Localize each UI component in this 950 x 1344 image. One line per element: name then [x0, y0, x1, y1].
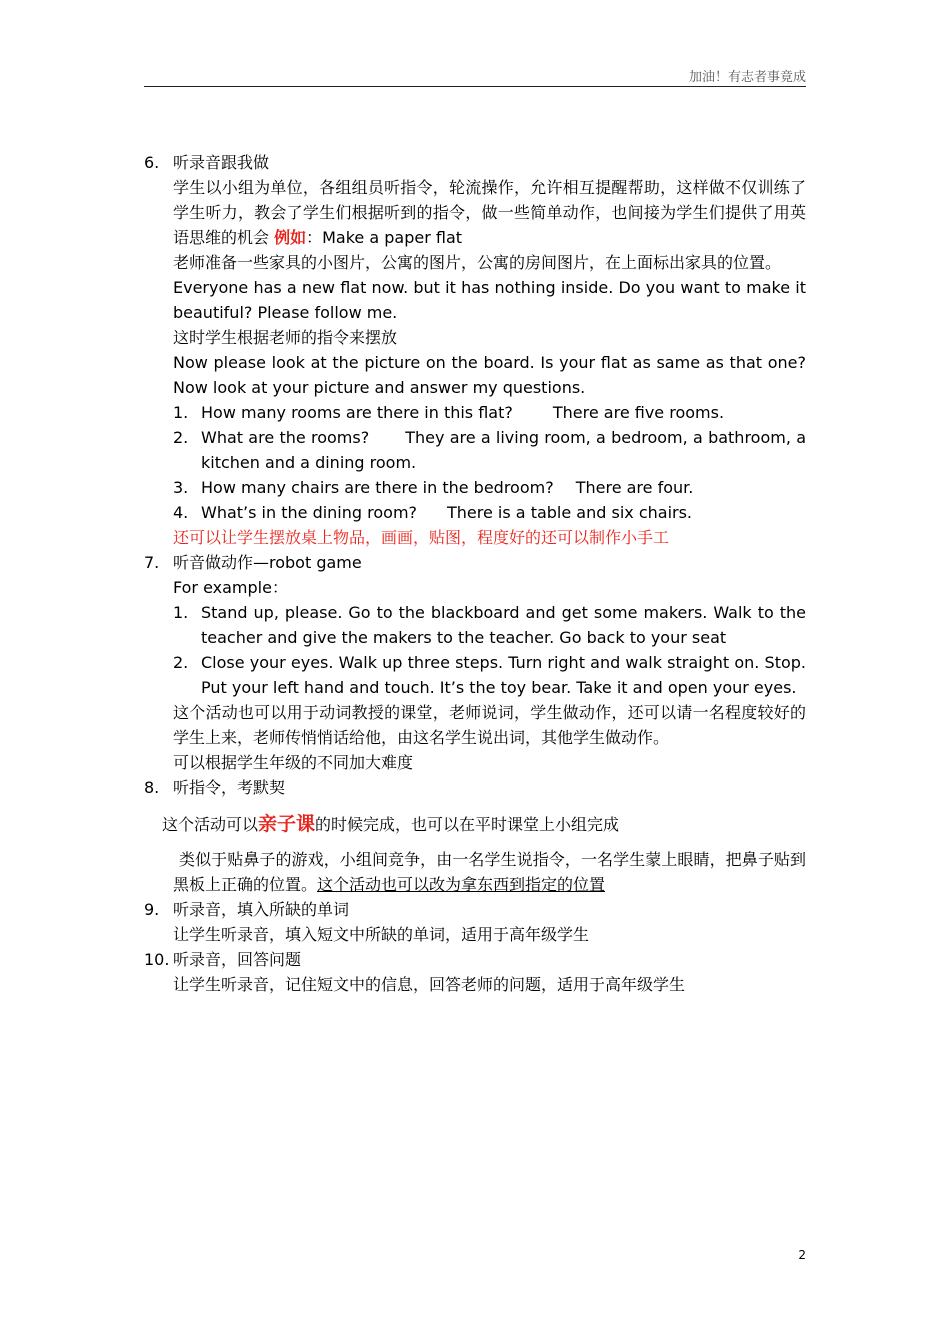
list-number: 2.	[173, 653, 189, 672]
document-body	[144, 150, 806, 997]
list-item	[144, 400, 806, 425]
paragraph-text: ：Make a paper flat	[306, 228, 463, 247]
section-6-paragraph-2: 老师准备一些家具的小图片，公寓的图片，公寓的房间图片，在上面标出家具的位置。	[173, 253, 782, 272]
section-8-paragraph-1	[144, 812, 806, 837]
question-text: How many rooms are there in this flat?	[201, 403, 513, 422]
section-title: 听录音，回答问题	[173, 950, 302, 969]
section-number: 10.	[144, 950, 170, 969]
section-9-heading	[144, 897, 806, 922]
question-text: How many chairs are there in the bedroom?	[201, 478, 554, 497]
section-8-paragraph-2	[144, 847, 806, 897]
list-number: 1.	[173, 403, 189, 422]
highlight-text: 例如	[274, 228, 307, 247]
section-title: 听录音，填入所缺的单词	[173, 900, 350, 919]
highlight-text: 亲子课	[258, 813, 316, 835]
section-title: 听音做动作—robot game	[173, 553, 362, 572]
section-6-note: 还可以让学生摆放桌上物品，画画，贴图，程度好的还可以制作小手工	[173, 528, 670, 547]
section-number: 6.	[144, 153, 160, 172]
section-6-paragraph-3: Everyone has a new flat now. but it has nothing inside. Do you want to make it beautiful? Please follow me.	[173, 278, 806, 322]
list-item	[144, 600, 806, 650]
section-number: 7.	[144, 553, 160, 572]
section-6-paragraph-4: 这时学生根据老师的指令来摆放	[173, 328, 398, 347]
list-number: 3.	[173, 478, 189, 497]
section-8-heading	[144, 775, 806, 800]
answer-text: There are four.	[575, 478, 694, 497]
section-6-paragraph-5: Now please look at the picture on the board. Is your flat as same as that one? Now look at your picture and answer my questions.	[173, 353, 806, 397]
paragraph-text: 学生以小组为单位，各组组员听指令，轮流操作，允许相互提醒帮助，这样做不仅训练了学生听力，教会了学生们根据听到的指令，做一些简单动作，也间接为学生们提供了用英语思维的机会	[173, 178, 806, 247]
section-title: 听指令，考默契	[173, 778, 286, 797]
list-text: Close your eyes. Walk up three steps. Turn right and walk straight on. Stop. Put your left hand and touch. It’s the toy bear. Take it and open your eyes.	[201, 653, 806, 697]
list-number: 2.	[173, 428, 189, 447]
section-9-paragraph: 让学生听录音，填入短文中所缺的单词，适用于高年级学生	[173, 925, 590, 944]
answer-text: There are five rooms.	[552, 403, 725, 422]
list-number: 4.	[173, 503, 189, 522]
section-title: 听录音跟我做	[173, 153, 270, 172]
list-number: 1.	[173, 603, 189, 622]
list-item	[144, 650, 806, 700]
list-text: Stand up, please. Go to the blackboard and get some makers. Walk to the teacher and give the makers to the teacher. Go back to your seat	[201, 603, 806, 647]
header-rule	[144, 86, 806, 87]
question-text: What’s in the dining room?	[201, 503, 418, 522]
page-number: 2	[798, 1248, 806, 1262]
list-item	[144, 475, 806, 500]
section-6-paragraph-1	[144, 175, 806, 250]
section-number: 9.	[144, 900, 160, 919]
section-7-paragraph-1: 这个活动也可以用于动词教授的课堂，老师说词，学生做动作，还可以请一名程度较好的学生上来，老师传悄悄话给他，由这名学生说出词，其他学生做动作。	[173, 703, 806, 747]
answer-text: They are a living room, a bedroom, a bathroom, a kitchen and a dining room.	[201, 428, 807, 472]
section-10-heading	[144, 947, 806, 972]
underlined-text: 这个活动也可以改为拿东西到指定的位置	[317, 875, 606, 894]
list-item	[144, 500, 806, 525]
section-10-paragraph: 让学生听录音，记住短文中的信息，回答老师的问题，适用于高年级学生	[173, 975, 686, 994]
section-6-heading	[144, 150, 806, 175]
page-header: 加油！有志者事竟成	[688, 70, 806, 85]
answer-text: There is a table and six chairs.	[447, 503, 693, 522]
paragraph-text: 这个活动可以	[162, 815, 259, 834]
section-number: 8.	[144, 778, 160, 797]
list-item	[144, 425, 806, 475]
paragraph-text: 的时候完成，也可以在平时课堂上小组完成	[315, 815, 620, 834]
section-7-heading	[144, 550, 806, 575]
question-text: What are the rooms?	[201, 428, 370, 447]
paragraph-text: 类似于贴鼻子的游戏，小组间竞争，由一名学生说指令，一名学生蒙上眼睛，把鼻子贴到黑板上正确的位置。	[173, 850, 806, 894]
section-7-paragraph-2: 可以根据学生年级的不同加大难度	[173, 753, 414, 772]
section-7-example-label: For example：	[173, 578, 288, 597]
